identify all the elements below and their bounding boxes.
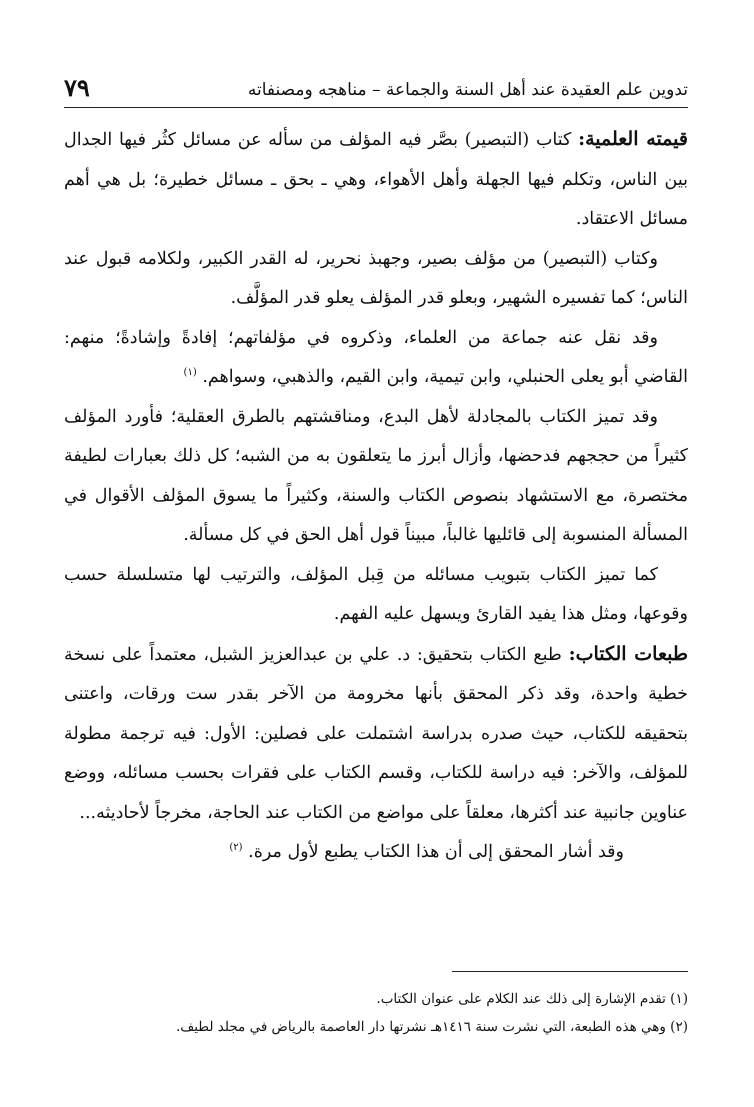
paragraph-first-print bbox=[64, 833, 688, 873]
footnotes bbox=[64, 985, 688, 1041]
paragraph-text: وقد أشار المحقق إلى أن هذا الكتاب يطبع لأول مرة. bbox=[248, 842, 624, 862]
paragraph-text: كتاب (التبصير) بصَّر فيه المؤلف من سأله عن مسائل كثُر فيها الجدال بين الناس، وتكلم فيها الجهلة وأهل الأهواء، وهي ـ بحق ـ مسائل خطيرة؛ بل هي أهم مسائل الاعتقاد. bbox=[64, 130, 688, 229]
footnote-1 bbox=[64, 985, 688, 1013]
footnote-2 bbox=[64, 1013, 688, 1041]
paragraph-editions bbox=[64, 635, 688, 834]
footnote-divider bbox=[452, 971, 688, 972]
page-number: ٧٩ bbox=[64, 73, 90, 102]
running-head-title: تدوين علم العقيدة عند أهل السنة والجماعة – مناهجه ومصنفاته bbox=[247, 79, 688, 100]
paragraph-text: وقد نقل عنه جماعة من العلماء، وذكروه في مؤلفاتهم؛ إفادةً وإشادةً؛ منهم: القاضي أبو يعلى الحنبلي، وابن تيمية، وابن القيم، والذهبي، وسواهم. bbox=[64, 327, 688, 387]
footnote-ref-1: (١) bbox=[183, 367, 197, 379]
paragraph-text: وكتاب (التبصير) من مؤلف بصير، وجهبذ نحرير، له القدر الكبير، ولكلامه قبول عند الناس؛ كما تفسيره الشهير، وبعلو قدر المؤلف يعلو قدر المؤلَّف. bbox=[64, 248, 688, 308]
footnote-text: تقدم الإشارة إلى ذلك عند الكلام على عنوان الكتاب. bbox=[376, 991, 666, 1007]
footnote-number: (٢) bbox=[670, 1019, 688, 1035]
section-heading-scholarly-value: قيمته العلمية: bbox=[578, 128, 688, 150]
header-divider bbox=[64, 107, 688, 108]
paragraph-scholarly-value bbox=[64, 120, 688, 240]
paragraph-debate bbox=[64, 398, 688, 556]
paragraph-text: طبع الكتاب بتحقيق: د. علي بن عبدالعزيز الشبل، معتمداً على نسخة خطية واحدة، وقد ذكر المحقق بأنها مخرومة من الآخر بقدر ست ورقات، واعتنى بتحقيقه للكتاب، حيث صدره بدراسة اشتملت على فصلين: الأول: فيه ترجمة مطولة للمؤلف، والآخر: فيه دراسة للكتاب، وقسم الكتاب على فقرات بحسب مسائله، ووضع عناوين جانبية عند أكثرها، معلقاً على مواضع من الكتاب عند الحاجة، مخرجاً لأحاديثه... bbox=[64, 644, 688, 823]
paragraph-chapters bbox=[64, 556, 688, 635]
footnote-ref-2: (٢) bbox=[229, 842, 243, 854]
paragraph-citations bbox=[64, 319, 688, 398]
paragraph-author-praise bbox=[64, 240, 688, 319]
section-heading-editions: طبعات الكتاب: bbox=[568, 642, 688, 665]
footnote-number: (١) bbox=[670, 991, 688, 1007]
footnote-text: وهي هذه الطبعة، التي نشرت سنة ١٤١٦هـ نشرتها دار العاصمة بالرياض في مجلد لطيف. bbox=[175, 1019, 666, 1035]
paragraph-text: كما تميز الكتاب بتبويب مسائله من قِبل المؤلف، والترتيب لها متسلسلة حسب وقوعها، ومثل هذا يفيد القارئ ويسهل عليه الفهم. bbox=[64, 564, 688, 624]
paragraph-text: وقد تميز الكتاب بالمجادلة لأهل البدع، ومناقشتهم بالطرق العقلية؛ فأورد المؤلف كثيراً من حججهم فدحضها، وأزال أبرز ما يتعلقون به من الشبه؛ كل ذلك بعبارات لطيفة مختصرة، مع الاستشهاد بنصوص الكتاب والسنة، وكثيراً ما يسوق المؤلف الأقوال في المسألة المنسوبة إلى قائليها غالباً، مبيناً قول أهل الحق في كل مسألة. bbox=[64, 406, 688, 545]
main-text bbox=[64, 120, 688, 873]
running-head bbox=[64, 60, 688, 100]
